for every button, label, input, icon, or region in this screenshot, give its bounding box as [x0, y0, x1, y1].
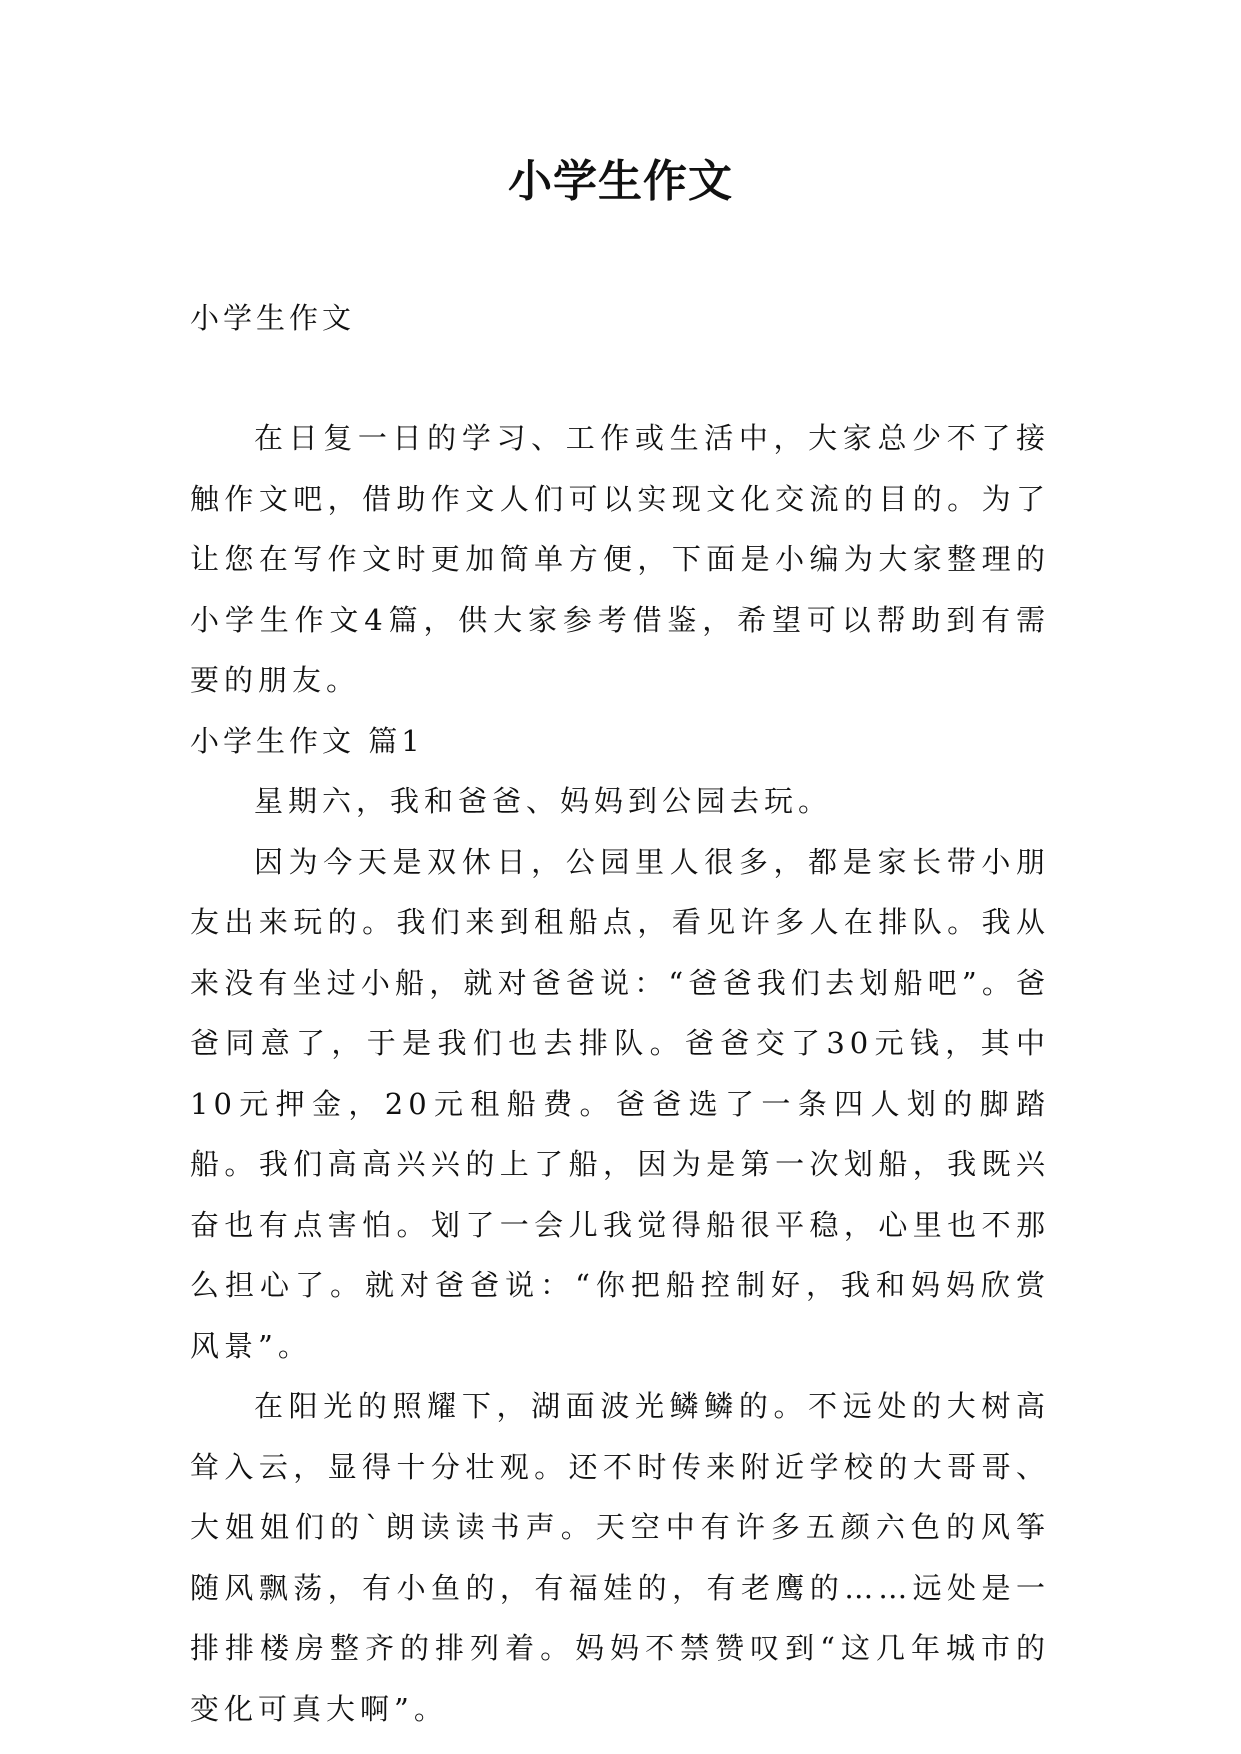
- document-title: 小学生作文: [508, 156, 733, 207]
- section-heading: 小学生作文 篇1: [190, 723, 424, 758]
- document-body: [190, 288, 1050, 1739]
- body-paragraph: 在阳光的照耀下，湖面波光鳞鳞的。不远处的大树高耸入云，显得十分壮观。还不时传来附近学校的大哥哥、大姐姐们的`朗读读书声。天空中有许多五颜六色的风筝随风飘荡，有小鱼的，有福娃的，有老鹰的……远处是一排排楼房整齐的排列着。妈妈不禁赞叹到“这几年城市的变化可真大啊”。: [190, 1389, 1050, 1726]
- body-paragraph: 星期六，我和爸爸、妈妈到公园去玩。: [254, 784, 833, 818]
- body-paragraph: 因为今天是双休日，公园里人很多，都是家长带小朋友出来玩的。我们来到租船点，看见许多人在排队。我从来没有坐过小船，就对爸爸说：“爸爸我们去划船吧”。爸爸同意了，于是我们也去排队。爸爸交了30元钱，其中10元押金，20元租船费。爸爸选了一条四人划的脚踏船。我们高高兴兴的上了船，因为是第一次划船，我既兴奋也有点害怕。划了一会儿我觉得船很平稳，心里也不那么担心了。就对爸爸说：“你把船控制好，我和妈妈欣赏风景”。: [190, 844, 1050, 1363]
- intro-paragraph: 在日复一日的学习、工作或生活中，大家总少不了接触作文吧，借助作文人们可以实现文化交流的目的。为了让您在写作文时更加简单方便，下面是小编为大家整理的小学生作文4篇，供大家参考借鉴，希望可以帮助到有需要的朋友。: [190, 421, 1050, 697]
- document-subtitle: 小学生作文: [190, 301, 356, 335]
